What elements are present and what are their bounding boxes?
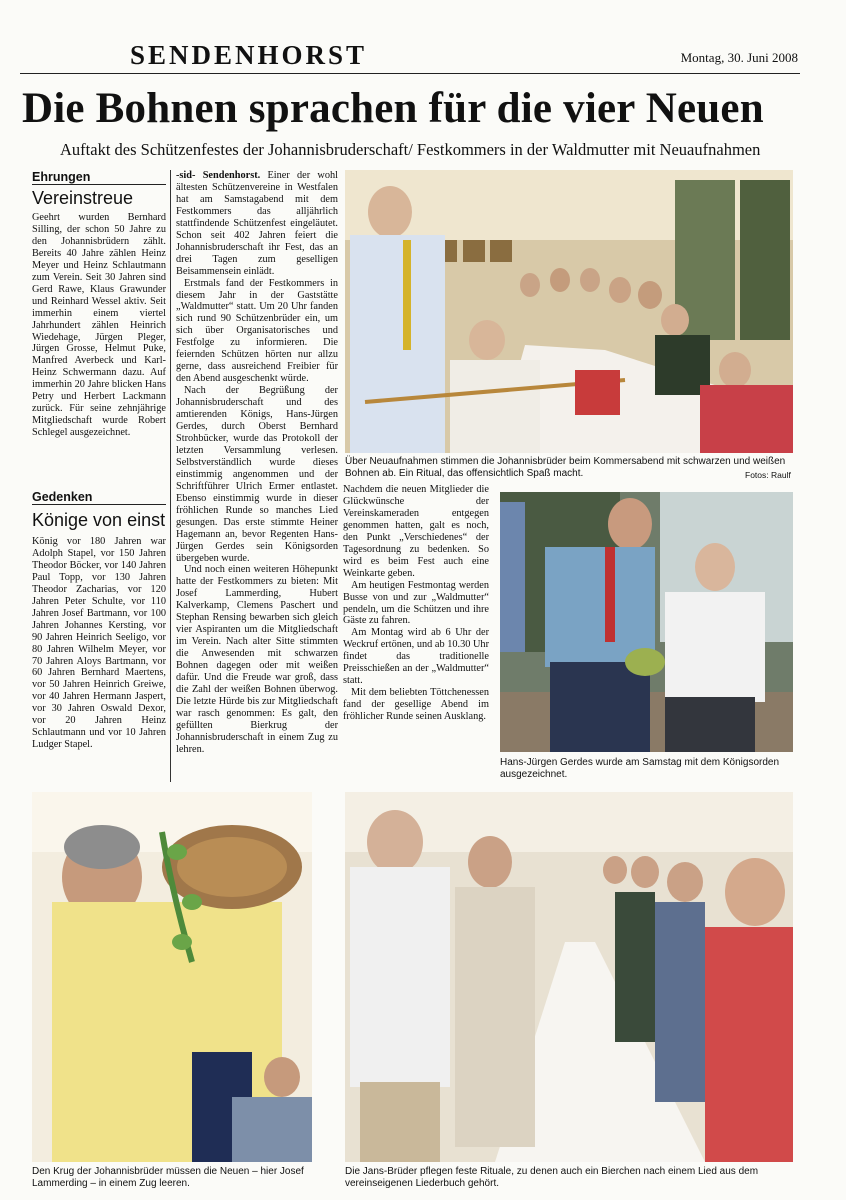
medal-ceremony-photo-icon [500, 492, 793, 752]
caption-kings-medal: Hans-Jürgen Gerdes wurde am Samstag mit dem Königsorden ausgezeichnet. [500, 757, 780, 780]
article-paragraph-3: Nach der Begrüßung der Johannisbruderschaft und des amtierenden Königs, Hans-Jürgen Gerdes, durch Oberst Bernhard Strohbücker, wurde das Protokoll der letzten Versammlung verlesen. Selbstverständlich wurde dieses einstimmig angenommen und der Schriftführer Ulrich Ermer entlastet. Ebenso einstimmig wurde in dieser fröhlichen Runde so manches Lied gesungen. Das erste stimmte Heiner Hagemann an, bevor Regenten Hans-Jürgen Gerdes sein Königsorden übergeben wurde. [176, 385, 338, 564]
issue-date: Montag, 30. Juni 2008 [680, 50, 798, 65]
box2-text [32, 536, 166, 751]
photo-bean-vote [345, 170, 793, 453]
caption-jug-drinking: Den Krug der Johannisbrüder müssen die Neuen – hier Josef Lammerding – in einem Zug leeren. [32, 1166, 304, 1189]
article-paragraph-5: Nachdem die neuen Mitglieder die Glückwünsche der Vereinskameraden entgegen genommen hatten, galt es noch, den Punkt „Verschiedenes“ der Tagesordnung zu bedenken. So wird es beim Fest auch eine Weinkarte geben. [343, 484, 489, 579]
box1-text [32, 212, 166, 439]
article-paragraph-4: Und noch einen weiteren Höhepunkt hatte der Festkommers zu bieten: Mit Josef Lammerding, Hubert Kalverkamp, Clemens Paschert und Stephan Rensing bewarben sich gleich vier Aspiranten um die Mitgliedschaft im Verein. Nach alter Sitte stimmten die Anwesenden mit schwarzen Bohnen dagegen oder mit weißen dafür. Und die Freude war groß, dass die Zahl der weißen Bohnen überwog. Die letzte Hürde bis zur Mitgliedschaft war rasch genommen: Es galt, den gefüllten Bierkrug der Johannisbruderschaft in einem Zug zu lehren. [176, 564, 338, 755]
article-paragraph-7: Am Montag wird ab 6 Uhr der Weckruf ertönen, und ab 10.30 Uhr findet das traditionelle Preisschießen an der „Waldmutter“ statt. [343, 627, 489, 687]
headline: Die Bohnen sprachen für die vier Neuen [22, 85, 764, 132]
toast-photo-icon [345, 792, 793, 1162]
box2-kicker: Gedenken [32, 490, 166, 505]
masthead [20, 40, 800, 74]
banquet-photo-icon [345, 170, 793, 453]
article-p1-text: Einer der wohl ältesten Schützenvereine in Westfalen hat am Samstagabend mit dem Festkommers das alljährlich stattfindende Schützenfest eingeläutet. Schon seit 402 Jahren feiert die Johannisbruderschaft ihr Fest, das an drei Tagen zum geselligen Beisammensein einlädt. [176, 170, 338, 277]
box2-paragraph: König vor 180 Jahren war Adolph Stapel, vor 150 Jahren Theodor Böcker, vor 140 Jahren Paul Topp, vor 130 Jahren Theodor Zacharias, vor 120 Jahren Peter Schulte, vor 110 Jahren Josef Bartmann, vor 100 Jahren Johannes Kersting, vor 90 Jahren Heinrich Seeligo, vor 80 Jahren Wilhelm Meyer, vor 70 Jahren Aloys Bartmann, vor 60 Jahren Bernhard Maertens, vor 50 Jahren Heinrich Greiwe, vor 40 Jahren Hermann Jaspert, vor 30 Jahren Oswald Dexor, vor 20 Jahren Heinz Schlautmann und vor 10 Jahren Ludger Stapel. [32, 536, 166, 751]
article-paragraph-2: Erstmals fand der Festkommers in diesem Jahr in der Gaststätte „Waldmutter“ statt. Um 20 Uhr fanden sich rund 90 Schützenbrüder ein, um sich über Organisatorisches und Festfolge zu informieren. Die feiernden Schützen hörten nur allzu gerne, dass ausreichend Freibier für den Abend ausgeschenkt würde. [176, 277, 338, 385]
article-paragraph-6: Am heutigen Festmontag werden Busse von und zur „Waldmutter“ pendeln, um die Schützen und ihre Gäste zu fahren. [343, 579, 489, 627]
article-paragraph-8: Mit dem beliebten Töttchenessen fand der gesellige Abend im fröhlicher Runde seinen Ausklang. [343, 687, 489, 723]
photo-toasting [345, 792, 793, 1162]
box1-paragraph: Geehrt wurden Bernhard Silling, der schon 50 Jahre zu den Johannisbrüdern zählt. Bereits 40 Jahre zählen Heinz Meyer und Heinz Schlautmann zum Verein. Seit 30 Jahren sind Gerd Rawe, Klaus Grawunder und Reinhard Wessel aktiv. Seit immerhin einem viertel Jahrhundert zählen Heinrich Wiedehage, Jürgen Pleger, Jürgen Grosse, Helmut Puke, Manfred Averbeck und Karl-Heinz Schwermann dazu. Auf immerhin 20 Jahre blicken Hans Petry und Herbert Lackmann zurück. Für seine zehnjährige Mitgliedschaft wurde Robert Schlegel ausgezeichnet. [32, 212, 166, 439]
article-column-2 [343, 484, 489, 784]
caption-bean-vote: Über Neuaufnahmen stimmen die Johannisbrüder beim Kommersabend mit schwarzen und weißen Bohnen ab. Ein Ritual, das offensichtlich Spaß macht. [345, 456, 786, 479]
photo-kings-medal [500, 492, 793, 752]
article-column-1 [176, 170, 338, 782]
box1-title: Vereinstreue [32, 188, 134, 208]
photo-credit: Fotos: Raulf [745, 470, 791, 480]
subheadline: Auftakt des Schützenfestes der Johannisbruderschaft/ Festkommers in der Waldmutter mit Neuaufnahmen [60, 140, 761, 159]
article-paragraph-1 [176, 170, 338, 278]
box1-kicker: Ehrungen [32, 170, 166, 185]
dateline: -sid- Sendenhorst. [176, 170, 261, 181]
jug-photo-icon [32, 792, 312, 1162]
photo-jug-drinking [32, 792, 312, 1162]
caption-toasting: Die Jans-Brüder pflegen feste Rituale, zu denen auch ein Bierchen nach einem Lied aus dem vereinseigenen Liederbuch gehört. [345, 1166, 759, 1189]
box2-title: Könige von einst [32, 510, 166, 530]
column-rule [170, 170, 171, 782]
section-title: SENDENHORST [130, 40, 368, 70]
